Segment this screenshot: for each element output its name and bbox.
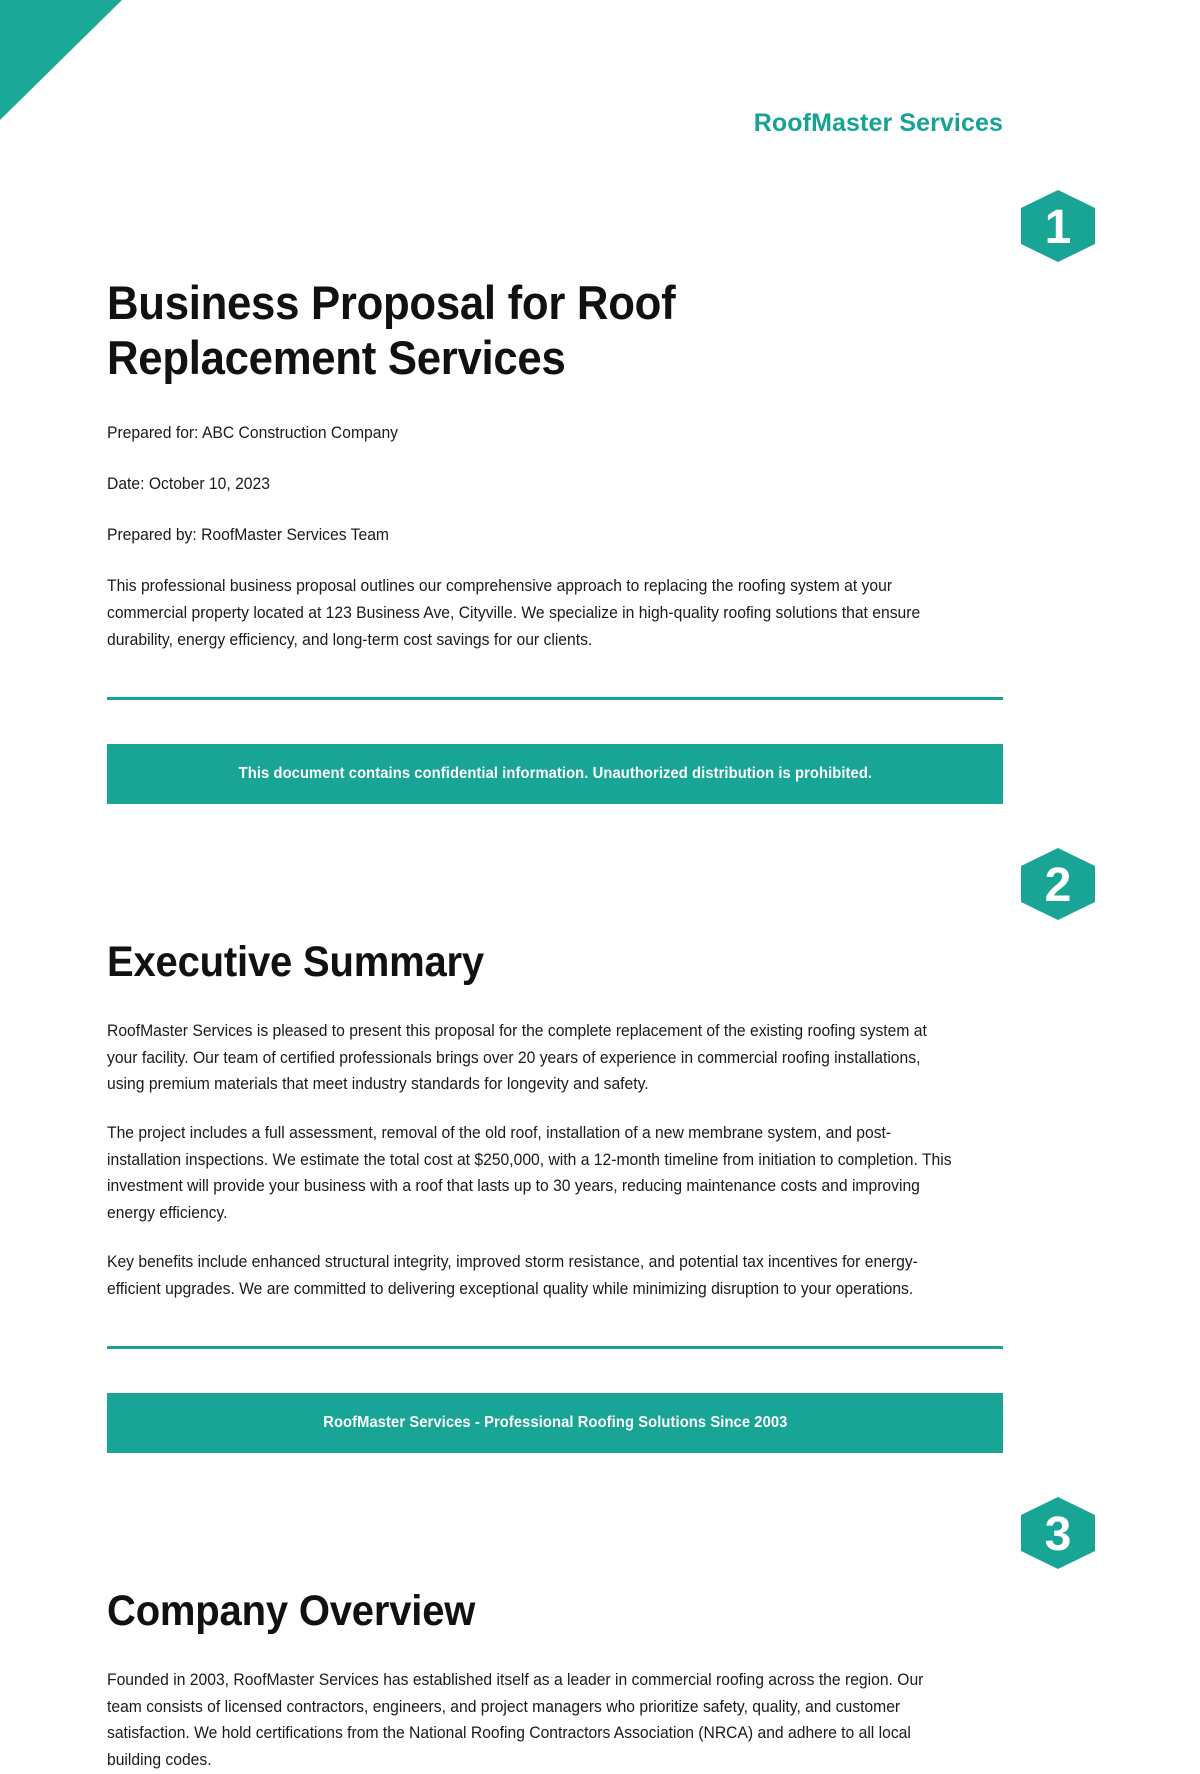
date-line: Date: October 10, 2023 — [107, 474, 270, 493]
section-company-overview — [107, 1497, 1072, 1773]
page-title: Business Proposal for Roof Replacement Services — [107, 276, 676, 384]
executive-summary-paragraph-1: RoofMaster Services is pleased to present this proposal for the complete replacement of the existing roofing system at your facility. Our team of certified professionals brings over 20 years of experience in commercial roofing installations, using premium materials that meet industry standards for longevity and safety. — [107, 1021, 927, 1094]
executive-summary-paragraph-3: Key benefits include enhanced structural integrity, improved storm resistance, and potential tax incentives for energy-efficient upgrades. We are committed to delivering exceptional quality while minimizing disruption to your operations. — [107, 1252, 918, 1298]
brand-header: RoofMaster Services — [753, 109, 1003, 137]
prepared-by-line: Prepared by: RoofMaster Services Team — [107, 525, 389, 544]
hexagon-badge-icon-1 — [1021, 190, 1095, 262]
page-badge-row-3 — [107, 1497, 1072, 1569]
hexagon-badge-number-1: 1 — [1044, 201, 1072, 254]
section-title-block — [107, 190, 1072, 804]
intro-paragraph: This professional business proposal outlines our comprehensive approach to replacing the roofing system at your commercial property located at 123 Business Ave, Cityville. We specialize in high-quality roofing solutions that ensure durability, energy efficiency, and long-term cost savings for our clients. — [107, 577, 921, 649]
company-overview-heading: Company Overview — [107, 1587, 476, 1636]
prepared-for-line: Prepared for: ABC Construction Company — [107, 424, 399, 443]
executive-summary-heading: Executive Summary — [107, 938, 484, 987]
confidential-banner — [107, 744, 1003, 804]
section-executive-summary — [107, 848, 1072, 1453]
content-column — [107, 190, 1072, 1774]
page-badge-row-1 — [107, 190, 1072, 262]
confidential-banner-text: This document contains confidential information. Unauthorized distribution is prohibited. — [238, 765, 872, 783]
footer-banner — [107, 1393, 1003, 1453]
hexagon-badge-icon-2 — [1021, 848, 1095, 920]
hexagon-badge-number-3: 3 — [1044, 1508, 1072, 1562]
hexagon-badge-number-2: 2 — [1044, 859, 1072, 913]
executive-summary-paragraph-2: The project includes a full assessment, removal of the old roof, installation of a new membrane system, and post-installation inspections. We estimate the total cost at $250,000, with a 12-month timeline from initiation to completion. This investment will provide your business with a roof that lasts up to 30 years, reducing maintenance costs and improving energy efficiency. — [107, 1124, 952, 1223]
footer-banner-text: RoofMaster Services - Professional Roofing Solutions Since 2003 — [322, 1414, 788, 1432]
page-badge-row-2 — [107, 848, 1072, 920]
hexagon-badge-icon-3 — [1021, 1497, 1095, 1569]
company-overview-paragraph-1: Founded in 2003, RoofMaster Services has established itself as a leader in commercial roofing across the region. Our team consists of licensed contractors, engineers, and project managers who prioritize safety, quality, and customer satisfaction. We hold certifications from the National Roofing Contractors Association (NRCA) and adhere to all local building codes. — [107, 1670, 924, 1769]
